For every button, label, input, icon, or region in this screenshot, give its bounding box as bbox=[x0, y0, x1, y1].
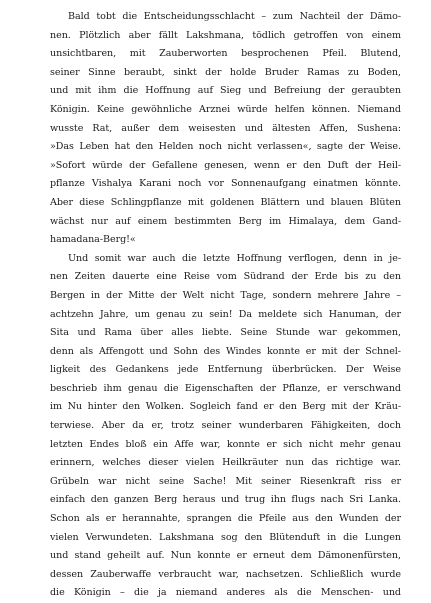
text-line: Königin. Keine gewöhnliche Arznei würde helfen können. Niemand bbox=[50, 103, 401, 115]
text-line: »Das Leben hat den Helden noch nicht verlassen«, sagte der Weise. bbox=[50, 141, 401, 153]
text-line: im Nu hinter den Wolken. Sogleich fand er den Berg mit der Kräu- bbox=[50, 401, 401, 413]
text-line: achtzehn Jahre, um genau zu sein! Da meldete sich Hanuman, der bbox=[50, 308, 401, 320]
paragraph-1 bbox=[50, 8, 401, 250]
text-line: wächst nur auf einem bestimmten Berg im Himalaya, dem Gand- bbox=[50, 215, 401, 227]
text-line: die Königin – die ja niemand anderes als die Menschen- und bbox=[50, 587, 401, 599]
text-line: Sita und Rama über alles liebte. Seine Stunde war gekommen, bbox=[50, 327, 401, 339]
text-line: ligkeit des Gedankens jede Entfernung überbrücken. Der Weise bbox=[50, 364, 401, 376]
text-line: letzten Endes bloß ein Affe war, konnte er sich nicht mehr genau bbox=[50, 438, 401, 450]
text-line: wusste Rat, außer dem weisesten und ältesten Affen, Sushena: bbox=[50, 122, 401, 134]
text-line: und mit ihm die Hoffnung auf Sieg und Befreiung der geraubten bbox=[50, 85, 401, 97]
text-line: unsichtbaren, mit Zauberworten besprochenen Pfeil. Blutend, bbox=[50, 48, 401, 60]
text-line: Aber diese Schlingpflanze mit goldenen Blättern und blauen Blüten bbox=[50, 196, 401, 208]
text-line: nen. Plötzlich aber fällt Lakshmana, tödlich getroffen von einem bbox=[50, 29, 401, 41]
text-line: beschrieb ihm genau die Eigenschaften der Pflanze, er verschwand bbox=[50, 382, 401, 394]
text-line: einfach den ganzen Berg heraus und trug ihn flugs nach Sri Lanka. bbox=[50, 494, 401, 506]
text-line: pflanze Vishalya Karani noch vor Sonnenaufgang einatmen könnte. bbox=[50, 178, 401, 190]
text-line: vielen Verwundeten. Lakshmana sog den Blütenduft in die Lungen bbox=[50, 531, 401, 543]
text-line: Grübeln war nicht seine Sache! Mit seiner Riesenkraft riss er bbox=[50, 475, 401, 487]
text-line: dessen Zauberwaffe verbraucht war, nachsetzen. Schließlich wurde bbox=[50, 568, 401, 580]
text-line: Bald tobt die Entscheidungsschlacht – zum Nachteil der Dämo- bbox=[68, 11, 401, 22]
paragraph-2 bbox=[50, 250, 401, 603]
text-line: Und somit war auch die letzte Hoffnung verflogen, denn in je- bbox=[68, 252, 401, 264]
text-line: denn als Affengott und Sohn des Windes konnte er mit der Schnel- bbox=[50, 345, 401, 357]
text-line: Bergen in der Mitte der Welt nicht Tage, sondern mehrere Jahre – bbox=[50, 289, 401, 301]
text-line: hamadana-Berg!« bbox=[50, 234, 136, 246]
text-line: nen Zeiten dauerte eine Reise vom Südrand der Erde bis zu den bbox=[50, 271, 401, 283]
page-text bbox=[50, 8, 401, 603]
text-line: und stand geheilt auf. Nun konnte er erneut dem Dämonenfürsten, bbox=[50, 550, 401, 562]
text-line: terwiese. Aber da er, trotz seiner wunderbaren Fähigkeiten, doch bbox=[50, 420, 401, 432]
text-line: »Sofort würde der Gefallene genesen, wenn er den Duft der Heil- bbox=[50, 159, 401, 171]
text-line: seiner Sinne beraubt, sinkt der holde Bruder Ramas zu Boden, bbox=[50, 66, 401, 78]
text-line: erinnern, welches dieser vielen Heilkräuter nun das richtige war. bbox=[50, 457, 401, 469]
text-line: Schon als er herannahte, sprangen die Pfeile aus den Wunden der bbox=[50, 513, 401, 525]
